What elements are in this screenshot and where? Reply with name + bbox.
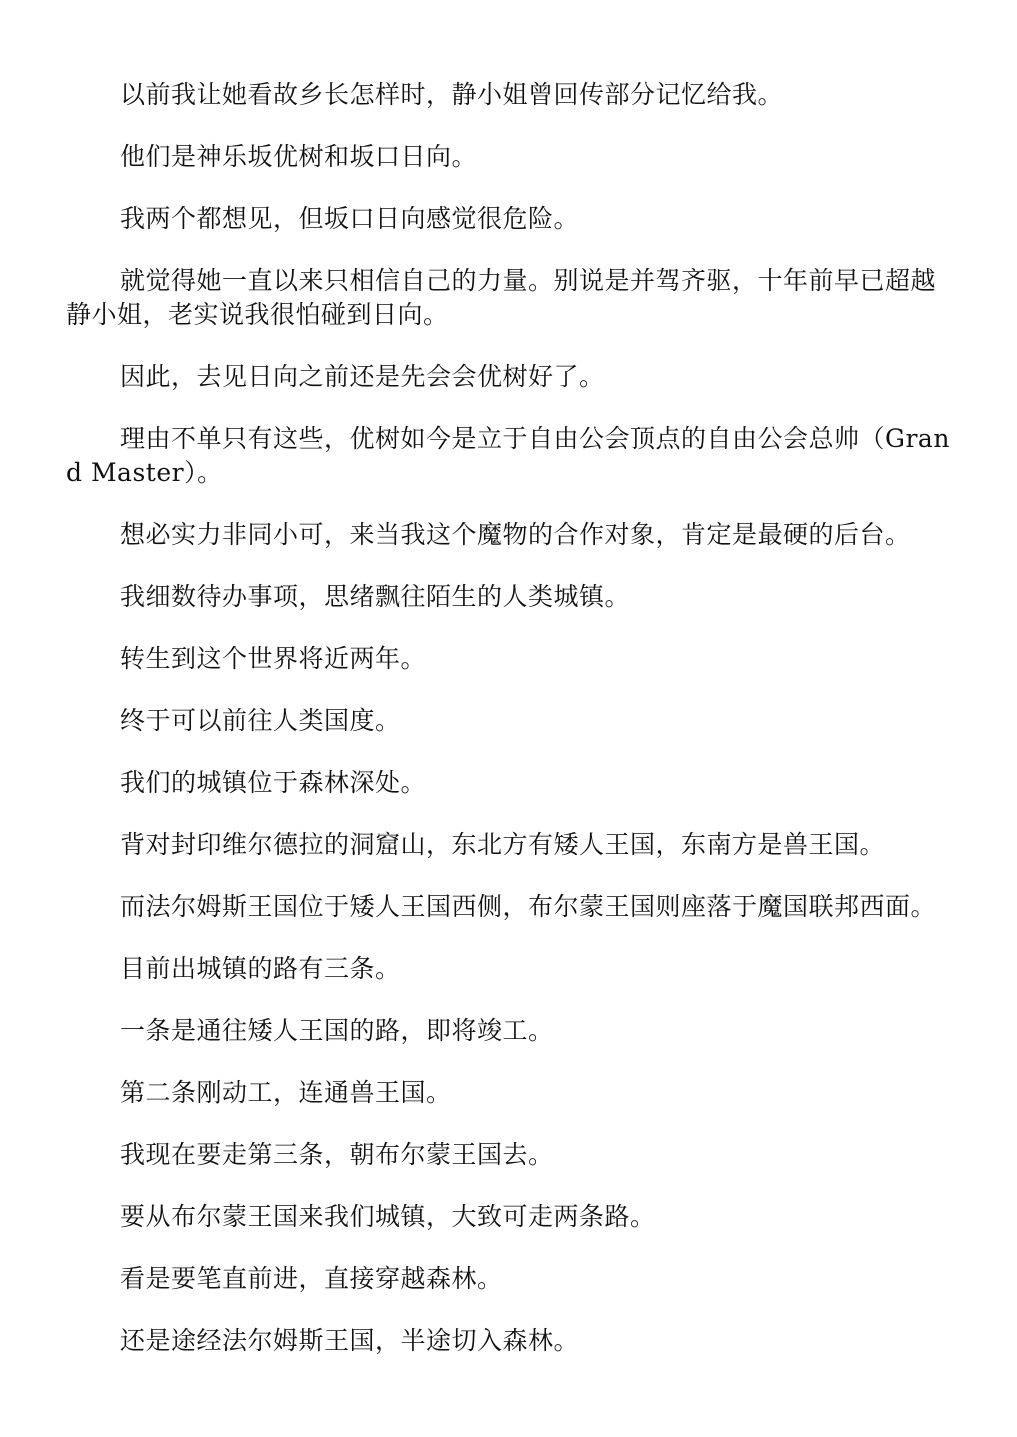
paragraph: 转生到这个世界将近两年。: [120, 644, 427, 673]
paragraph: 终于可以前往人类国度。: [120, 706, 401, 735]
paragraph: 他们是神乐坂优树和坂口日向。: [120, 142, 478, 171]
paragraph: 就觉得她一直以来只相信自己的力量。别说是并驾齐驱，十年前早已超越静小姐，老实说我很怕碰到日向。: [66, 266, 937, 329]
paragraph: 背对封印维尔德拉的洞窟山，东北方有矮人王国，东南方是兽王国。: [120, 830, 886, 859]
paragraph: 以前我让她看故乡长怎样时，静小姐曾回传部分记忆给我。: [120, 80, 784, 109]
paragraph: 而法尔姆斯王国位于矮人王国西侧，布尔蒙王国则座落于魔国联邦西面。: [120, 892, 937, 921]
paragraph: 我们的城镇位于森林深处。: [120, 768, 427, 797]
paragraph: 目前出城镇的路有三条。: [120, 954, 401, 983]
text-body: [66, 78, 951, 1386]
paragraph: 要从布尔蒙王国来我们城镇，大致可走两条路。: [120, 1202, 656, 1231]
paragraph: 想必实力非同小可，来当我这个魔物的合作对象，肯定是最硬的后台。: [120, 520, 911, 549]
paragraph: 第二条刚动工，连通兽王国。: [120, 1078, 452, 1107]
paragraph: 一条是通往矮人王国的路，即将竣工。: [120, 1016, 554, 1045]
paragraph: 我现在要走第三条，朝布尔蒙王国去。: [120, 1140, 554, 1169]
paragraph: 看是要笔直前进，直接穿越森林。: [120, 1264, 503, 1293]
paragraph: 还是途经法尔姆斯王国，半途切入森林。: [120, 1326, 580, 1355]
paragraph: 我细数待办事项，思绪飘往陌生的人类城镇。: [120, 582, 631, 611]
paragraph: 我两个都想见，但坂口日向感觉很危险。: [120, 204, 580, 233]
paragraph: 理由不单只有这些，优树如今是立于自由公会顶点的自由公会总帅（Grand Master）。: [66, 424, 950, 487]
paragraph: 因此，去见日向之前还是先会会优树好了。: [120, 362, 605, 391]
